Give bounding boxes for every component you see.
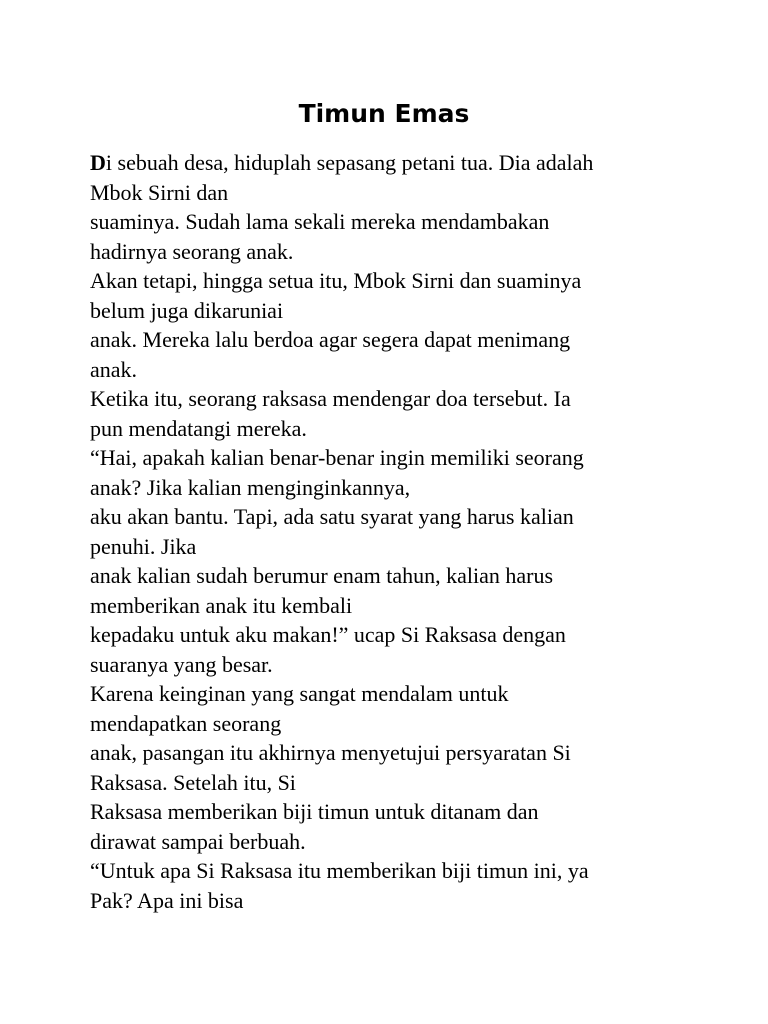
text-line: suaranya yang besar.	[90, 651, 273, 677]
text-line: Ketika itu, seorang raksasa mendengar doa tersebut. Ia	[90, 386, 571, 411]
text-line: Pak? Apa ini bisa	[90, 887, 244, 913]
text-line: suaminya. Sudah lama sekali mereka mendambakan	[90, 209, 550, 234]
text-line: kepadaku untuk aku makan!” ucap Si Raksasa dengan	[90, 622, 566, 647]
text-line: anak.	[90, 356, 138, 382]
text-line: hadirnya seorang anak.	[90, 238, 294, 264]
text-line: aku akan bantu. Tapi, ada satu syarat yang harus kalian	[90, 504, 574, 529]
text-line: dirawat sampai berbuah.	[90, 828, 306, 854]
text-line: anak, pasangan itu akhirnya menyetujui persyaratan Si	[90, 740, 571, 765]
text-line: anak? Jika kalian menginginkannya,	[90, 474, 411, 500]
text-line: “Untuk apa Si Raksasa itu memberikan biji timun ini, ya	[90, 858, 589, 883]
text-line: Karena keinginan yang sangat mendalam untuk	[90, 681, 509, 706]
text-line: belum juga dikaruniai	[90, 297, 284, 323]
text-line: memberikan anak itu kembali	[90, 592, 353, 618]
text-line: Di sebuah desa, hiduplah sepasang petani tua. Dia adalah	[90, 150, 594, 175]
drop-cap-letter: D	[90, 150, 106, 175]
text-line: Mbok Sirni dan	[90, 179, 229, 205]
text-line: anak. Mereka lalu berdoa agar segera dapat menimang	[90, 327, 571, 352]
text-line: pun mendatangi mereka.	[90, 415, 307, 441]
text-line: “Hai, apakah kalian benar-benar ingin memiliki seorang	[90, 445, 584, 470]
text-line: anak kalian sudah berumur enam tahun, kalian harus	[90, 563, 554, 588]
document-title: Timun Emas	[298, 99, 470, 128]
text-line: mendapatkan seorang	[90, 710, 282, 736]
story-text	[90, 148, 700, 915]
text-line: penuhi. Jika	[90, 533, 197, 559]
text-line: Raksasa memberikan biji timun untuk ditanam dan	[90, 799, 539, 824]
text-line: Akan tetapi, hingga setua itu, Mbok Sirni dan suaminya	[90, 268, 582, 293]
text-line: Raksasa. Setelah itu, Si	[90, 769, 296, 795]
